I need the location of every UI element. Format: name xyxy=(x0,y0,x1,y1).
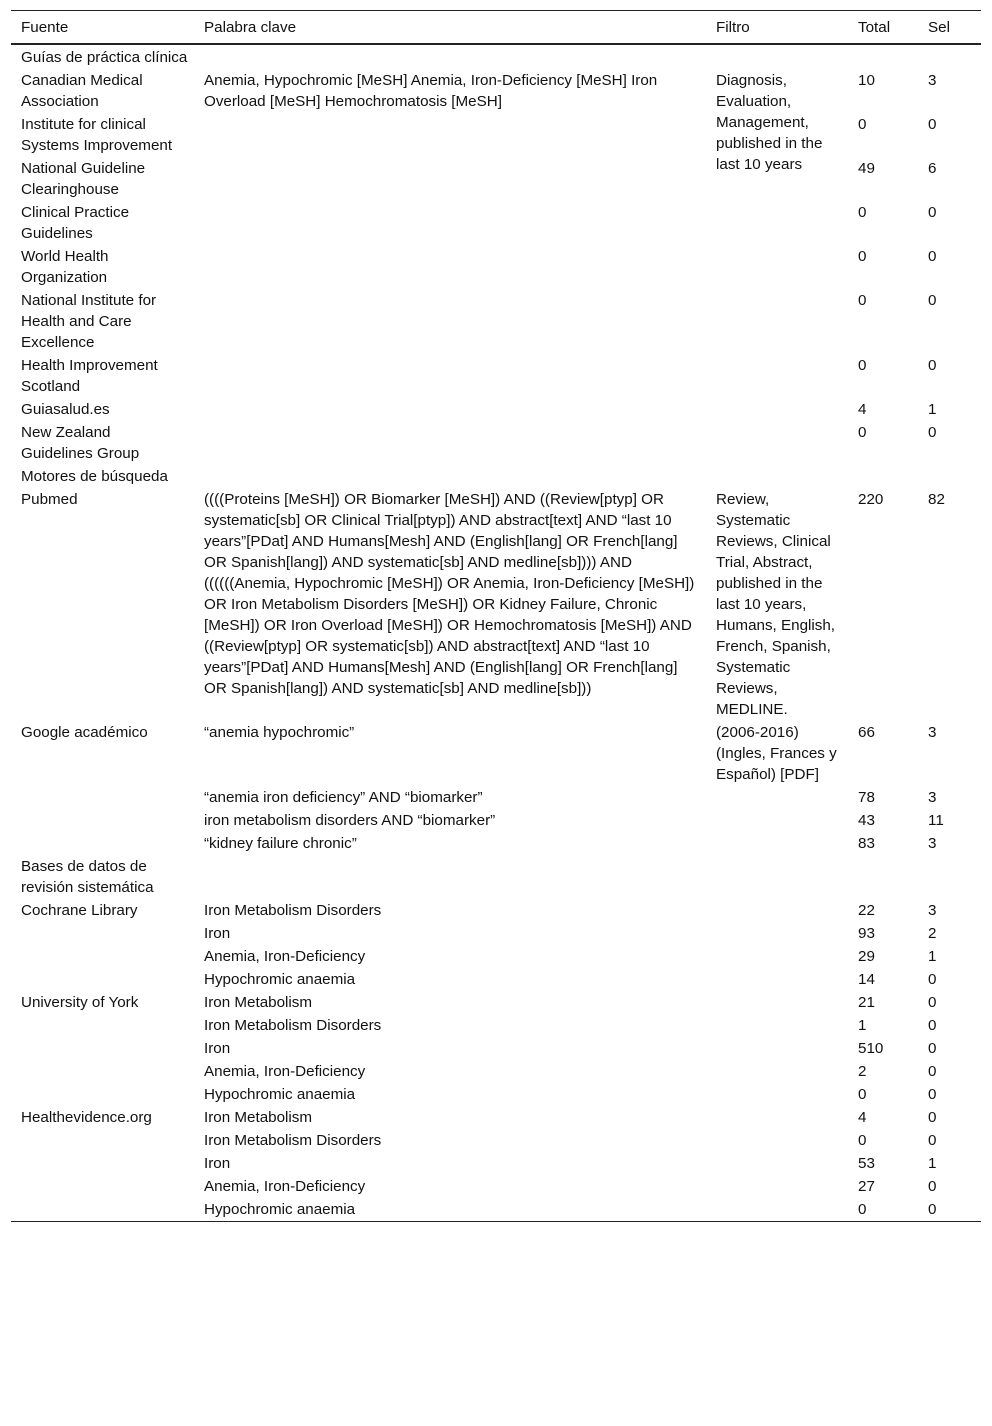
total-cell: 14 xyxy=(858,971,875,988)
palabra-cell: Iron Metabolism Disorders xyxy=(204,1017,382,1034)
sel-cell: 0 xyxy=(928,116,937,133)
sel-cell: 0 xyxy=(928,971,937,988)
palabra-cell: Anemia, Iron-Deficiency xyxy=(204,1178,366,1195)
fuente-cell xyxy=(11,786,194,809)
filtro-cell xyxy=(706,201,848,245)
section-title: Bases de datos de revisión sistemática xyxy=(21,858,154,896)
total-cell: 0 xyxy=(858,292,867,309)
fuente-cell xyxy=(11,1060,194,1083)
palabra-cell: Iron xyxy=(204,1040,231,1057)
table-row xyxy=(11,289,981,354)
palabra-cell: “anemia hypochromic” xyxy=(204,724,355,741)
fuente-cell: National Guideline Clearinghouse xyxy=(21,160,146,198)
fuente-cell xyxy=(11,809,194,832)
fuente-cell xyxy=(11,832,194,855)
filtro-cell xyxy=(706,809,848,832)
filtro-cell xyxy=(706,354,848,398)
palabra-cell: Hypochromic anaemia xyxy=(204,1086,356,1103)
filtro-cell xyxy=(706,1152,848,1175)
table-row xyxy=(11,1037,981,1060)
sel-cell: 0 xyxy=(928,1201,937,1218)
sel-cell: 1 xyxy=(928,1155,937,1172)
filtro-cell xyxy=(706,786,848,809)
filtro-cell xyxy=(706,289,848,354)
total-cell: 29 xyxy=(858,948,875,965)
filtro-cell xyxy=(706,1198,848,1222)
total-cell: 4 xyxy=(858,401,867,418)
header-row xyxy=(11,11,981,45)
filtro-cell xyxy=(706,245,848,289)
filtro-cell xyxy=(706,398,848,421)
fuente-cell xyxy=(11,922,194,945)
section-row-guias xyxy=(11,44,981,69)
filtro-cell xyxy=(706,1129,848,1152)
sel-cell: 3 xyxy=(928,902,937,919)
filtro-cell xyxy=(706,899,848,922)
table-row xyxy=(11,354,981,398)
search-strategy-table-container xyxy=(11,10,981,1222)
sel-cell: 0 xyxy=(928,357,937,374)
table-row xyxy=(11,1060,981,1083)
sel-cell: 0 xyxy=(928,994,937,1011)
table-row xyxy=(11,721,981,786)
palabra-cell xyxy=(194,354,706,398)
filtro-cell xyxy=(706,421,848,465)
palabra-cell: Hypochromic anaemia xyxy=(204,1201,356,1218)
sel-cell: 0 xyxy=(928,292,937,309)
palabra-cell xyxy=(194,398,706,421)
fuente-cell xyxy=(11,1129,194,1152)
fuente-cell: Guiasalud.es xyxy=(21,401,110,418)
palabra-cell: “anemia iron deficiency” AND “biomarker” xyxy=(204,789,483,806)
sel-cell: 1 xyxy=(928,401,937,418)
total-cell: 83 xyxy=(858,835,875,852)
fuente-cell xyxy=(11,1037,194,1060)
fuente-cell: Canadian Medical Association xyxy=(21,72,143,110)
total-cell: 0 xyxy=(858,424,867,441)
filtro-cell xyxy=(706,945,848,968)
fuente-cell xyxy=(11,1152,194,1175)
sel-cell: 0 xyxy=(928,204,937,221)
section-title: Guías de práctica clínica xyxy=(21,49,188,66)
sel-cell: 0 xyxy=(928,1109,937,1126)
header-palabra-clave: Palabra clave xyxy=(204,19,297,36)
table-row xyxy=(11,899,981,922)
total-cell: 10 xyxy=(858,72,875,89)
fuente-cell xyxy=(11,1083,194,1106)
total-cell: 0 xyxy=(858,1086,867,1103)
total-cell: 0 xyxy=(858,116,867,133)
palabra-cell: iron metabolism disorders AND “biomarker” xyxy=(204,812,496,829)
table-row xyxy=(11,1014,981,1037)
table-row xyxy=(11,488,981,721)
table-row xyxy=(11,201,981,245)
filtro-cell xyxy=(706,832,848,855)
palabra-cell: Iron xyxy=(204,925,231,942)
section-row-bases xyxy=(11,855,981,899)
filtro-cell xyxy=(706,1014,848,1037)
header-sel: Sel xyxy=(928,19,950,36)
table-row xyxy=(11,786,981,809)
fuente-cell xyxy=(11,1198,194,1222)
table-row xyxy=(11,991,981,1014)
palabra-cell xyxy=(194,201,706,245)
header-fuente: Fuente xyxy=(21,19,69,36)
sel-cell: 6 xyxy=(928,160,937,177)
sel-cell: 0 xyxy=(928,1132,937,1149)
total-cell: 53 xyxy=(858,1155,875,1172)
sel-cell: 0 xyxy=(928,424,937,441)
fuente-cell: New Zealand Guidelines Group xyxy=(21,424,140,462)
total-cell: 0 xyxy=(858,204,867,221)
filtro-cell xyxy=(706,1060,848,1083)
sel-cell: 1 xyxy=(928,948,937,965)
filtro-cell xyxy=(706,1175,848,1198)
total-cell: 0 xyxy=(858,1201,867,1218)
table-row xyxy=(11,1106,981,1129)
sel-cell: 0 xyxy=(928,1086,937,1103)
total-cell: 220 xyxy=(858,491,884,508)
total-cell: 22 xyxy=(858,902,875,919)
total-cell: 2 xyxy=(858,1063,867,1080)
palabra-cell xyxy=(194,245,706,289)
total-cell: 93 xyxy=(858,925,875,942)
table-row xyxy=(11,1175,981,1198)
palabra-cell: “kidney failure chronic” xyxy=(204,835,357,852)
fuente-cell: Google académico xyxy=(21,724,148,741)
total-cell: 78 xyxy=(858,789,875,806)
fuente-cell: Clinical Practice Guidelines xyxy=(21,204,130,242)
sel-cell: 11 xyxy=(928,812,944,829)
fuente-cell: Cochrane Library xyxy=(21,902,138,919)
table-row xyxy=(11,1083,981,1106)
total-cell: 510 xyxy=(858,1040,884,1057)
total-cell: 43 xyxy=(858,812,875,829)
fuente-cell: Institute for clinical Systems Improvement xyxy=(21,116,173,154)
total-cell: 49 xyxy=(858,160,875,177)
fuente-cell: Pubmed xyxy=(21,491,78,508)
table-row xyxy=(11,832,981,855)
palabra-cell: Anemia, Hypochromic [MeSH] Anemia, Iron-Deficiency [MeSH] Iron Overload [MeSH] Hemochromatosis [MeSH] xyxy=(204,72,658,110)
sel-cell: 0 xyxy=(928,248,937,265)
search-strategy-table xyxy=(11,10,981,1222)
sel-cell: 0 xyxy=(928,1017,937,1034)
total-cell: 1 xyxy=(858,1017,867,1034)
filtro-cell xyxy=(706,991,848,1014)
table-row xyxy=(11,421,981,465)
total-cell: 27 xyxy=(858,1178,875,1195)
palabra-cell: Iron Metabolism xyxy=(204,1109,313,1126)
total-cell: 0 xyxy=(858,248,867,265)
fuente-cell xyxy=(11,1014,194,1037)
palabra-cell: Iron Metabolism Disorders xyxy=(204,1132,382,1149)
table-row xyxy=(11,945,981,968)
sel-cell: 3 xyxy=(928,789,937,806)
filtro-cell: (2006-2016) (Ingles, Frances y Español) [PDF] xyxy=(716,724,837,783)
section-title: Motores de búsqueda xyxy=(21,468,168,485)
table-row xyxy=(11,968,981,991)
fuente-cell xyxy=(11,1175,194,1198)
total-cell: 21 xyxy=(858,994,875,1011)
filtro-cell xyxy=(706,1037,848,1060)
sel-cell: 3 xyxy=(928,724,937,741)
palabra-cell: Iron Metabolism xyxy=(204,994,313,1011)
fuente-cell: University of York xyxy=(21,994,139,1011)
table-row xyxy=(11,1129,981,1152)
filtro-cell: Diagnosis, Evaluation, Management, published in the last 10 years xyxy=(716,72,823,173)
sel-cell: 0 xyxy=(928,1040,937,1057)
section-row-motores xyxy=(11,465,981,488)
filtro-cell xyxy=(706,1106,848,1129)
table-row xyxy=(11,1152,981,1175)
palabra-cell: Anemia, Iron-Deficiency xyxy=(204,1063,366,1080)
palabra-cell: Hypochromic anaemia xyxy=(204,971,356,988)
fuente-cell: World Health Organization xyxy=(21,248,109,286)
table-row xyxy=(11,922,981,945)
table-row xyxy=(11,245,981,289)
fuente-cell xyxy=(11,968,194,991)
table-row xyxy=(11,69,981,113)
table-row xyxy=(11,398,981,421)
fuente-cell: Health Improvement Scotland xyxy=(21,357,158,395)
palabra-cell: Iron xyxy=(204,1155,231,1172)
palabra-cell: Iron Metabolism Disorders xyxy=(204,902,382,919)
palabra-cell: Anemia, Iron-Deficiency xyxy=(204,948,366,965)
total-cell: 0 xyxy=(858,1132,867,1149)
filtro-cell xyxy=(706,968,848,991)
total-cell: 66 xyxy=(858,724,875,741)
sel-cell: 0 xyxy=(928,1178,937,1195)
total-cell: 0 xyxy=(858,357,867,374)
table-row xyxy=(11,809,981,832)
palabra-cell xyxy=(194,421,706,465)
sel-cell: 3 xyxy=(928,835,937,852)
table-row xyxy=(11,1198,981,1222)
filtro-cell xyxy=(706,1083,848,1106)
palabra-cell: ((((Proteins [MeSH]) OR Biomarker [MeSH]) AND ((Review[ptyp] OR systematic[sb] OR Clinical Trial[ptyp]) AND abstract[text] AND “last 10 years”[PDat] AND Humans[Mesh] AND (English[lang] OR French[lang] OR Spanish[lang]) AND systematic[sb] AND medline[sb]))) AND ((((((Anemia, Hypochromic [MeSH]) OR Anemia, Iron-Deficiency [MeSH]) OR Iron Metabolism Disorders [MeSH]) OR Kidney Failure, Chronic [MeSH]) OR Iron Overload [MeSH]) OR Hemochromatosis [MeSH]) AND ((Review[ptyp] OR systematic[sb]) AND abstract[text] AND “last 10 years”[PDat] AND Humans[Mesh] AND (English[lang] OR French[lang] OR Spanish[lang]) AND systematic[sb] AND medline[sb])) xyxy=(204,491,695,697)
header-total: Total xyxy=(858,19,891,36)
fuente-cell xyxy=(11,945,194,968)
filtro-cell: Review, Systematic Reviews, Clinical Trial, Abstract, published in the last 10 years, Humans, English, French, Spanish, Systematic Reviews, MEDLINE. xyxy=(716,491,836,718)
palabra-cell xyxy=(194,289,706,354)
sel-cell: 82 xyxy=(928,491,945,508)
total-cell: 4 xyxy=(858,1109,867,1126)
sel-cell: 0 xyxy=(928,1063,937,1080)
sel-cell: 2 xyxy=(928,925,937,942)
filtro-cell xyxy=(706,922,848,945)
sel-cell: 3 xyxy=(928,72,937,89)
fuente-cell: Healthevidence.org xyxy=(21,1109,152,1126)
fuente-cell: National Institute for Health and Care Excellence xyxy=(21,292,157,351)
header-filtro: Filtro xyxy=(716,19,750,36)
